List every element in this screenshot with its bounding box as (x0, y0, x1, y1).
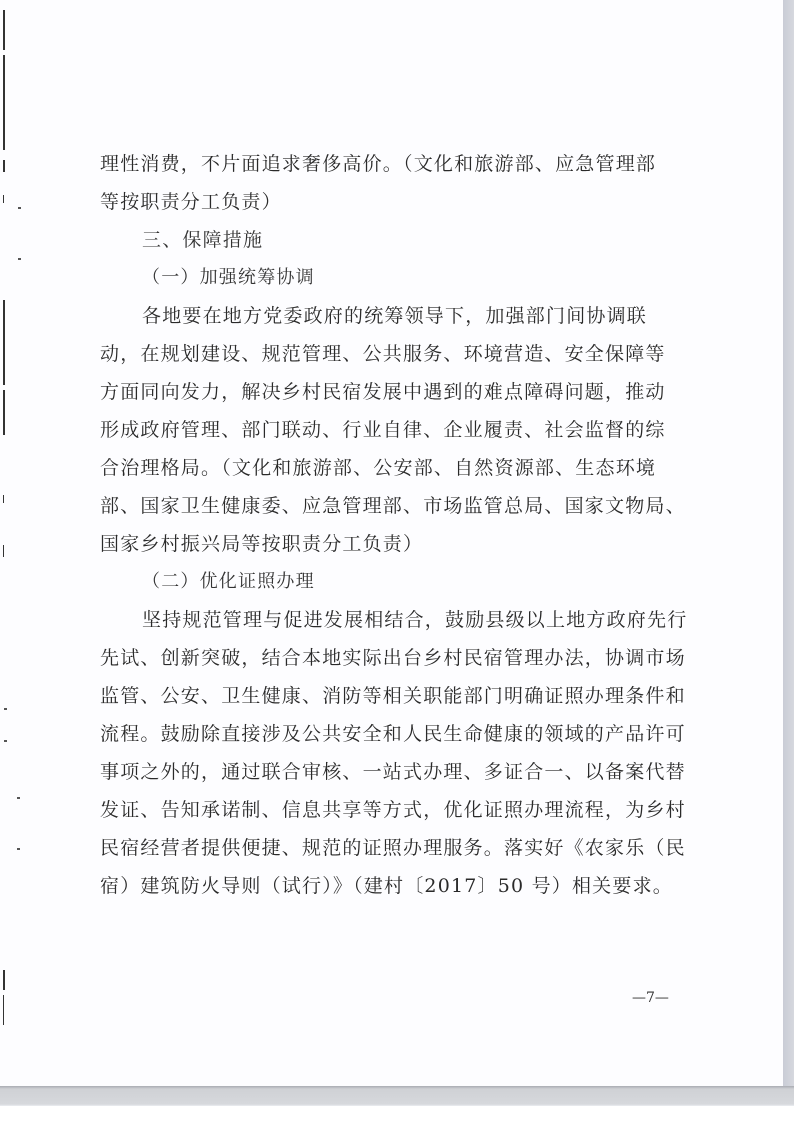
scan-bottom-edge (0, 1086, 794, 1106)
text-line: 监管、公安、卫生健康、消防等相关职能部门明确证照办理条件和 (100, 685, 686, 707)
text-line: 流程。鼓励除直接涉及公共安全和人民生命健康的领域的产品许可 (100, 723, 686, 745)
scan-right-edge (783, 0, 794, 1100)
binding-mark (3, 495, 4, 503)
binding-mark (3, 195, 4, 203)
subsection-heading: （一）加强统筹协调 (142, 267, 315, 288)
text-line: 方面同向发力，解决乡村民宿发展中遇到的难点障碍问题，推动 (100, 381, 666, 403)
binding-mark (3, 970, 5, 990)
text-line: 理性消费，不片面追求奢侈高价。（文化和旅游部、应急管理部 (100, 153, 657, 175)
binding-mark (3, 390, 5, 435)
paragraph-first-line: 各地要在地方党委政府的统筹领导下，加强部门间协调联 (142, 305, 648, 327)
subsection-heading: （二）优化证照办理 (142, 571, 315, 592)
scan-dot (18, 207, 21, 209)
text-line: 发证、告知承诺制、信息共享等方式，优化证照办理流程，为乡村 (100, 799, 686, 821)
text-line: 动，在规划建设、规范管理、公共服务、环境营造、安全保障等 (100, 343, 666, 365)
text-line: 先试、创新突破，结合本地实际出台乡村民宿管理办法，协调市场 (100, 647, 686, 669)
scan-dot (17, 797, 20, 799)
section-heading: 三、保障措施 (142, 229, 264, 251)
text-line: 形成政府管理、部门联动、行业自律、企业履责、社会监督的综 (100, 419, 666, 441)
binding-mark (3, 10, 5, 50)
text-line: 部、国家卫生健康委、应急管理部、市场监管总局、国家文物局、 (100, 495, 686, 517)
text-line: 合治理格局。（文化和旅游部、公安部、自然资源部、生态环境 (100, 457, 657, 479)
scan-dot (17, 848, 20, 850)
text-line: 民宿经营者提供便捷、规范的证照办理服务。落实好《农家乐（民 (100, 837, 686, 859)
binding-mark (3, 160, 5, 172)
scan-dot (4, 740, 7, 742)
page-number: —7— (632, 990, 669, 1006)
binding-mark (3, 995, 4, 1025)
paragraph-first-line: 坚持规范管理与促进发展相结合，鼓励县级以上地方政府先行 (142, 609, 688, 631)
binding-mark (3, 545, 4, 557)
text-line: 事项之外的，通过联合审核、一站式办理、多证合一、以备案代替 (100, 761, 686, 783)
text-line: 国家乡村振兴局等按职责分工负责） (100, 533, 424, 555)
binding-mark (3, 300, 5, 385)
text-line: 宿）建筑防火导则（试行）》（建村〔2017〕50 号）相关要求。 (100, 875, 673, 897)
scan-dot (18, 258, 21, 260)
binding-mark (3, 55, 5, 150)
scan-dot (4, 708, 7, 710)
text-line: 等按职责分工负责） (100, 191, 282, 213)
scan-bottom-margin (0, 1106, 794, 1122)
document-body (100, 145, 688, 905)
